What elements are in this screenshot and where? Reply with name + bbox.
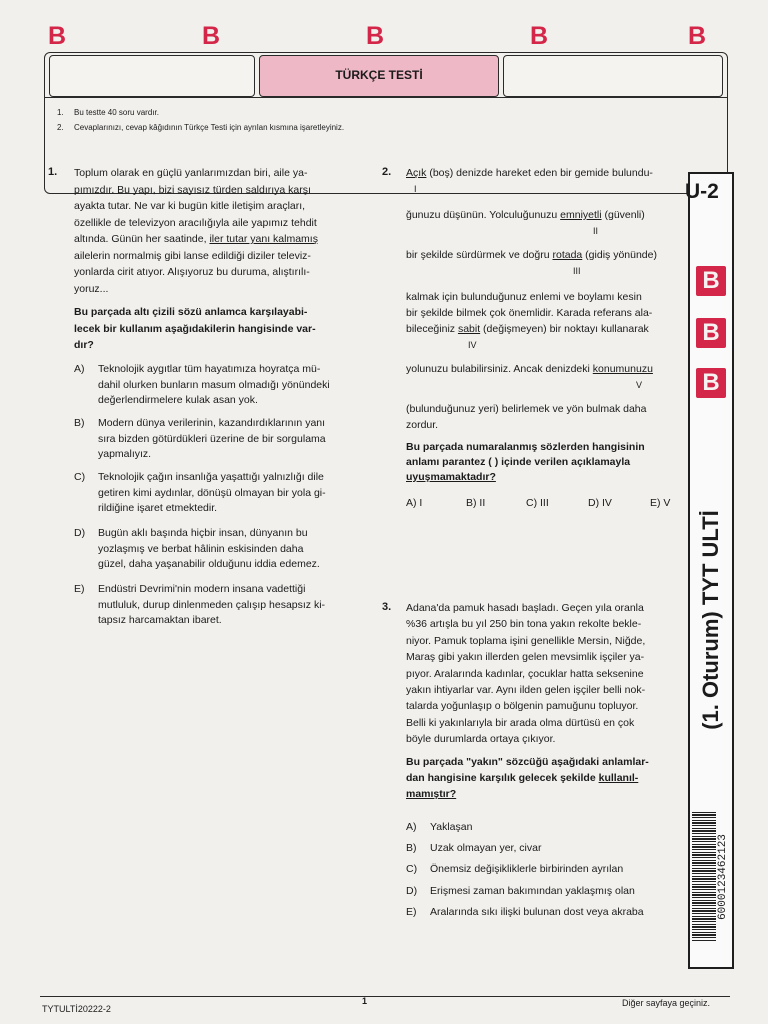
- question-number: 2.: [382, 166, 392, 178]
- next-page-note: Diğer sayfaya geçiniz.: [622, 998, 711, 1008]
- page-number: 1: [362, 996, 368, 1006]
- question-stem: Bu parçada altı çizili sözü anlamca karşılayabi- lecek bir kullanım aşağıdakilerin hangisinde var- dır?: [74, 306, 316, 351]
- question-2-line: yolunuzu bulabilirsiniz. Ancak denizdeki konumunuzu: [406, 363, 653, 375]
- test-title: TÜRKÇE TESTİ: [335, 68, 423, 82]
- booklet-letter: B: [48, 22, 67, 50]
- sidebar-panel: [685, 172, 734, 969]
- question-2-line: bileceğiniz sabit (değişmeyen) bir noktayı kullanarak: [406, 323, 649, 335]
- answer-option-a[interactable]: A) I: [406, 497, 423, 509]
- numeral-mark: V: [636, 380, 643, 390]
- answer-option-e[interactable]: E) Aralarında sıkı ilişki bulunan dost veya akraba: [406, 906, 644, 918]
- booklet-id: TYTULTİ20222-2: [42, 1004, 111, 1014]
- numeral-mark: I: [414, 184, 417, 194]
- numeral-mark: IV: [468, 340, 477, 350]
- booklet-letter: B: [366, 22, 385, 50]
- underlined-phrase: iler tutar yanı kalmamış: [209, 233, 318, 245]
- header-left-box: [49, 55, 255, 97]
- numeral-mark: III: [573, 266, 581, 276]
- answer-option-e[interactable]: E) V: [650, 497, 671, 509]
- question-stem: Bu parçada "yakın" sözcüğü aşağıdaki anlamlar- dan hangisine karşılık gelecek şekilde kullanıl- mamıştır?: [406, 755, 649, 801]
- answer-option-b[interactable]: B) Uzak olmayan yer, civar: [406, 842, 542, 854]
- answer-option-d[interactable]: D) IV: [588, 497, 612, 509]
- answer-option-a[interactable]: A) Teknolojik aygıtlar tüm hayatımıza hoyratça mü- dahil olurken bunların masum olmadığı yönündeki değerlendirmelere kulak asan yok.: [74, 363, 330, 406]
- question-2-line: bir şekilde bilmek çok önemlidir. Karada referans ala-: [406, 307, 653, 319]
- sidebar-booklet-letter: B: [696, 368, 726, 398]
- question-stem: Bu parçada numaralanmış sözlerden hangisinin anlamı parantez ( ) içinde verilen açıklamayla uyuşmamaktadır?: [406, 441, 645, 483]
- booklet-letter: B: [202, 22, 221, 50]
- instruction-item: 1. Bu testte 40 soru vardır.: [57, 108, 159, 117]
- answer-option-c[interactable]: C) III: [526, 497, 549, 509]
- question-number: 1.: [48, 166, 58, 178]
- question-number: 3.: [382, 601, 392, 613]
- barcode: [692, 812, 716, 942]
- header-title-box: [259, 55, 499, 97]
- question-2-line: bir şekilde sürdürmek ve doğru rotada (gidiş yönünde): [406, 249, 657, 261]
- answer-option-d[interactable]: D) Bugün aklı başında hiçbir insan, dünyanın bu yozlaşmış ve berbat hâlinin eskisinden daha güzel, daha yaşanabilir olduğunu iddia edemez.: [74, 527, 320, 570]
- barcode-number: 6000123462123: [717, 834, 729, 920]
- sidebar-booklet-letter: B: [696, 318, 726, 348]
- answer-option-b[interactable]: B) Modern dünya verilerinin, kazandırdıklarının yanı sıra bizden götürdükleri üzerine de bir sorgulama yapmalıyız.: [74, 417, 326, 460]
- question-3-passage: Adana'da pamuk hasadı başladı. Geçen yıla oranla %36 artışla bu yıl 250 bin tona yakın rekolte bekle- niyor. Pamuk toplama işini genellikle Mersin, Niğde, Maraş gibi yakın illerden gelen mevsimlik işçiler ya- pıyor. Aralarında kadınlar, çocuklar hatta seksenine yakın ihtiyarlar var. Aynı ilden gelen işçiler belli nok- talarda yoğunlaşıp o bölgenin pamuğunu topluyor. Belli ki yakınlarıyla bir arada olma dürtüsü en çok böyle durumlarda ortaya çıkıyor. Bu parçada "yakın" sözcüğü aşağıdaki anlamlar- dan hangisine karşılık gelecek şekilde kullanıl- mamıştır?: [406, 600, 686, 803]
- question-2-line: zordur.: [406, 419, 439, 431]
- answer-option-e[interactable]: E) Endüstri Devrimi'nin modern insana vadettiği mutluluk, durup dinlenmeden çalışıp hesapsız ki- tapsız harcamaktan ibaret.: [74, 583, 326, 626]
- header-right-box: [503, 55, 723, 97]
- booklet-code: U-2: [685, 180, 719, 203]
- footer-divider: [40, 996, 730, 997]
- exam-session-title: (1. Oturum) TYT ULTİ: [698, 510, 723, 730]
- instruction-item: 2. Cevaplarınızı, cevap kâğıdının Türkçe Testi için ayrılan kısmına işaretleyiniz.: [57, 123, 345, 132]
- answer-option-b[interactable]: B) II: [466, 497, 486, 509]
- header-divider: [45, 97, 727, 98]
- answer-option-c[interactable]: C) Teknolojik çağın insanlığa yaşattığı yalnızlığı dile getiren kimi aydınlar, dönüşü olmayan bir yola gi- rildiğine işaret etmektedir.: [74, 471, 326, 514]
- question-1-passage: Toplum olarak en güçlü yanlarımızdan biri, aile ya- pımızdır. Bu yapı, bizi sayısız türden saldırıya karşı ayakta tutar. Ne var ki bugün kitle iletişim araçları, özellikle de televizyon aracılığıyla aile yapımız tehdit altında. Günün her saatinde, iler tutar yanı kalmamış ailelerin normalmiş gibi lanse edildiği diziler televiz- yonlarda cirit atıyor. Alışıyoruz bu duruma, alıştırılı- yoruz... Bu parçada altı çizili sözü anlamca karşılayabi- lecek bir kullanım aşağıdakilerin hangisinde var- dır?: [74, 165, 364, 354]
- question-2-line: (bulunduğunuz yeri) belirlemek ve yön bulmak daha: [406, 403, 647, 415]
- booklet-letter: B: [530, 22, 549, 50]
- question-2-line: ğunuzu düşünün. Yolculuğunuzu emniyetli (güvenli): [406, 209, 645, 221]
- numeral-mark: II: [593, 226, 599, 236]
- answer-option-a[interactable]: A) Yaklaşan: [406, 821, 473, 833]
- sidebar-booklet-letter: B: [696, 266, 726, 296]
- answer-option-d[interactable]: D) Erişmesi zaman bakımından yaklaşmış olan: [406, 885, 635, 897]
- answer-option-c[interactable]: C) Önemsiz değişikliklerle birbirinden ayrılan: [406, 863, 624, 875]
- booklet-letter: B: [688, 22, 707, 50]
- question-2-line: Açık (boş) denizde hareket eden bir gemide bulundu-: [406, 167, 653, 179]
- question-2-line: kalmak için bulunduğunuz enlemi ve boylamı kesin: [406, 291, 642, 303]
